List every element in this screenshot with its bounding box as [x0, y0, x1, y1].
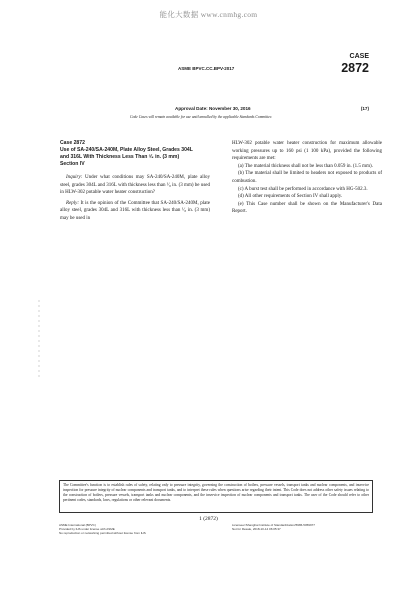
approval-date: Approval Date: November 30, 2016 — [175, 106, 251, 111]
reply-continued: HLW-302 potable water heater construction for maximum allowable working pressures up to 160 psi (1 100 kPa), provided the following requirements are met: — [232, 141, 382, 162]
subject-line-1: Use of SA-240/SA-240M, Plate Alloy Steel, Grades 304L — [60, 147, 193, 153]
case-heading — [60, 140, 210, 168]
margin-watermark-graphic — [36, 300, 42, 380]
footer-provider: Provided by IHS under license with ASME — [59, 527, 115, 531]
footer-resale-note: Not for Resale, 2018-10-14 06:05:37 — [232, 527, 281, 531]
left-column — [60, 140, 210, 223]
footer-licensee: Licensee=Shanghai Institute of Standardization/5986-5059977 — [232, 523, 315, 527]
case-number: 2872 — [341, 61, 369, 75]
watermark-text: 能化大数据 www.cnmhg.com — [159, 10, 258, 19]
requirement-b: (b) The material shall be limited to headers not exposed to products of combustion. — [232, 171, 382, 184]
subject-line-2: and 316L With Thickness Less Than ³⁄₈ in. (3 mm) — [60, 154, 180, 160]
reply-paragraph — [60, 200, 210, 223]
committee-statement-box — [59, 480, 373, 513]
case-title: Case 2872 — [60, 140, 85, 146]
requirement-e: (e) This Case number shall be shown on the Manufacturer's Data Report. — [232, 201, 382, 215]
inquiry-paragraph — [60, 174, 210, 197]
footer-right — [232, 523, 392, 531]
requirement-a: (a) The material thickness shall not be less than 0.059 in. (1.5 mm). — [238, 163, 373, 169]
inquiry-lead: Inquiry: — [66, 175, 83, 180]
footer-restriction: No reproduction or networking permitted without license from IHS — [59, 531, 146, 535]
committee-statement: The Committee's function is to establish rules of safety, relating only to pressure integrity, governing the construction of boilers, pressure vessels, transport tanks and nuclear components, and inservice inspection for pressure integrity of nuclear components and transport tanks, and to interpret these rules when questions arise regarding their intent. This Code does not address other safety issues relating to the construction of boilers, pressure vessels, transport tanks and nuclear components, and the inservice inspection of nuclear components and transport tanks. The user of the Code should refer to other pertinent codes, standards, laws, regulations or other relevant documents. — [63, 483, 369, 502]
right-column — [232, 140, 382, 216]
reply-lead: Reply: — [66, 200, 80, 206]
footer-publisher: ASME International (BPVC) — [59, 523, 96, 527]
reply-text: It is the opinion of the Committee that SA-240/SA-240M, plate alloy steel, grades 304L and 316L with thickness less than ¹⁄₈ in. (3 mm) may be used in — [60, 200, 210, 221]
subject-line-3: Section IV — [60, 161, 85, 167]
inquiry-text: Under what conditions may SA-240/SA-240M, plate alloy steel, grades 304L and 316L with thickness less than ¹⁄₈ in. (3 mm) be used in HLW-302 potable water heater construction? — [60, 175, 210, 196]
case-label: CASE — [349, 53, 369, 60]
requirement-d: (d) All other requirements of Section IV shall apply. — [238, 194, 343, 200]
page-number: 1 (2872) — [199, 516, 218, 522]
edition-tag: (17) — [360, 106, 369, 111]
footer-left — [59, 523, 209, 535]
document-source: ASME BPVC.CC.BPV-2017 — [178, 66, 235, 71]
requirement-c: (c) A burst test shall be performed in accordance with HG-502.3. — [238, 186, 368, 192]
availability-notice: Code Cases will remain available for use until annulled by the applicable Standards Committee. — [130, 115, 273, 119]
